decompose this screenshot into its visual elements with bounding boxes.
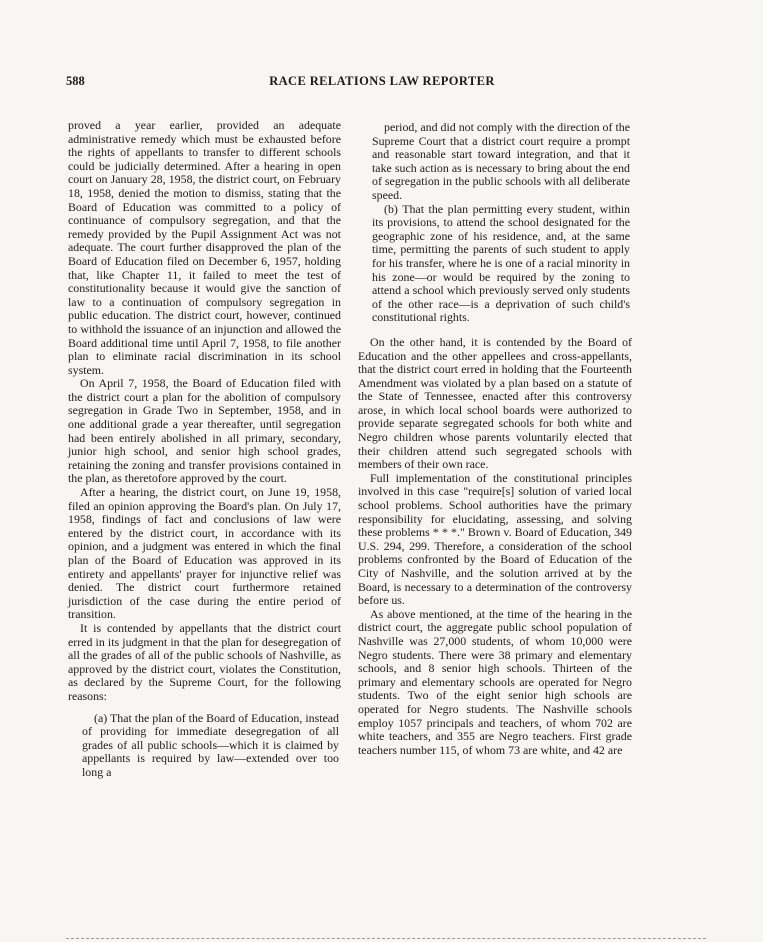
page-number: 588 [66,74,85,88]
right-column [358,121,632,757]
left-paragraph-1: proved a year earlier, provided an adequate administrative remedy which must be exhausted before the rights of appellants to transfer to different schools could be judicially determined. After a hearing in open court on January 28, 1958, the district court, on February 18, 1958, denied the motion to dismiss, stating that the Board of Education was committed to a policy of continuance of compulsory segregation, and that the remedy provided by the Pupil Assignment Act was not adequate. The court further disapproved the plan of the Board of Education filed on December 6, 1957, holding that, like Chapter 11, it failed to meet the test of constitutionality because it would give the sanction of law to a continuation of compulsory segregation in public education. The district court, however, continued to withhold the issuance of an injunction and allowed the Board additional time until April 7, 1958, to file another plan to eliminate racial discrimination in its school system. [68,118,341,377]
left-column [68,119,341,780]
right-paragraph-1: period, and did not comply with the direction of the Supreme Court that a district court require a prompt and reasonable start toward integration, and that it take such action as is necessary to bring about the end of segregation in the public schools with all deliberate speed. [372,120,630,202]
bottom-scan-edge [66,938,706,940]
page-header [66,74,698,92]
right-paragraph-2: (b) That the plan permitting every student, within its provisions, to attend the school designated for the geographic zone of his residence, and, at the same time, permitting the parents of such student to apply for his transfer, where he is one of a racial minority in his zone—or would be required by the zoning to attend a school which previously served only students of the other race—is a deprivation of such child's constitutional rights. [372,201,630,325]
running-title: RACE RELATIONS LAW REPORTER [269,74,495,88]
right-paragraph-4: Full implementation of the constitutional principles involved in this case "require[s] solution of varied local school problems. School authorities have the primary responsibility for elucidating, assessing, and solving these problems * * *." Brown v. Board of Education, 349 U.S. 294, 299. Therefore, a consideration of the school problems confronted by the Board of Education of the City of Nashville, and the solution arrived at by the Board, is necessary to a determination of the controversy before us. [358,470,632,608]
left-paragraph-2: On April 7, 1958, the Board of Education filed with the district court a plan for the abolition of compulsory segregation in Grade Two in September, 1958, and in one additional grade a year thereafter, until segregation had been entirely abolished in all primary, secondary, junior high school, and senior high school grades, retaining the zoning and transfer provisions contained in the plan, as theretofore approved by the court. [68,376,341,486]
right-paragraph-3: On the other hand, it is contended by the Board of Education and the other appellees and cross-appellants, that the district court erred in holding that the Fourteenth Amendment was violated by a plan based on a statute of the State of Tennessee, enacted after this controversy arose, in which local school boards were authorized to provide separate segregated schools for both white and Negro children whose parents voluntarily elected that their children attend such segregated schools with members of their own race. [358,334,632,472]
left-paragraph-5: (a) That the plan of the Board of Education, instead of providing for immediate desegregation of all grades of all public schools—which it is claimed by appellants is required by law—extended over too long a [82,710,339,779]
left-paragraph-3: After a hearing, the district court, on June 19, 1958, filed an opinion approving the Board's plan. On July 17, 1958, findings of fact and conclusions of law were entered by the district court, in accordance with its opinion, and a judgment was entered in which the final plan of the Board of Education was approved in its entirety and appellants' prayer for injunctive relief was denied. The district court furthermore retained jurisdiction of the case during the entire period of transition. [68,485,341,622]
left-paragraph-4: It is contended by appellants that the district court erred in its judgment in that the plan for desegregation of all the grades of all of the public schools of Nashville, as approved by the district court, violates the Constitution, as declared by the Supreme Court, for the following reasons: [68,620,341,703]
right-paragraph-5: As above mentioned, at the time of the hearing in the district court, the aggregate public school population of Nashville was 27,000 students, of whom 10,000 were Negro students. There were 38 primary and elementary schools, and 8 senior high schools. Thirteen of the primary and elementary schools are operated for Negro students. Two of the eight senior high schools are operated for Negro students. The Nashville schools employ 1057 principals and teachers, of whom 702 are white teachers, and 355 are Negro teachers. First grade teachers number 115, of whom 73 are white, and 42 are [358,606,632,757]
